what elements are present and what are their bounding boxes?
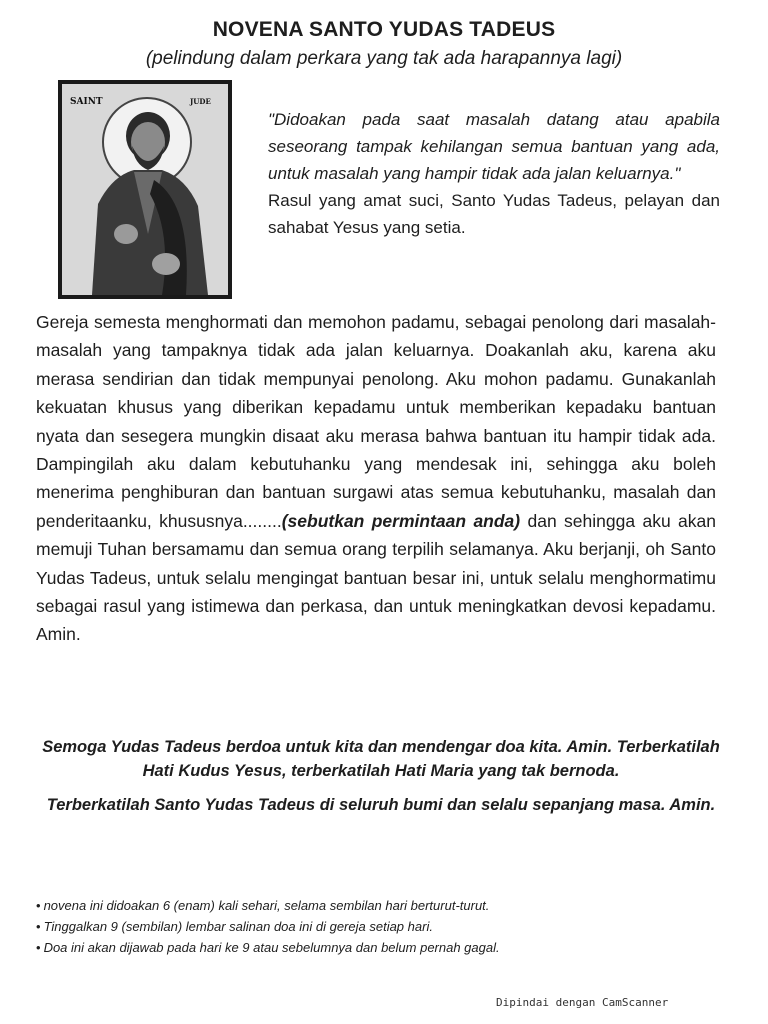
closing-line-2: Terberkatilah Santo Yudas Tadeus di seluruh bumi dan selalu sepanjang masa. Amin. (46, 796, 716, 814)
page-title: NOVENA SANTO YUDAS TADEUS (212, 18, 556, 41)
jude-label: JUDE (190, 97, 211, 106)
note-item: • Tinggalkan 9 (sembilan) lembar salinan doa ini di gereja setiap hari. (36, 919, 433, 934)
prayer-part-1: Gereja semesta menghormati dan memohon padamu, sebagai penolong dari masalah-masalah yang tampaknya tidak ada jalan keluarnya. Doakanlah aku, karena aku merasa sendirian dan tidak mempunyai penolong. Aku mohon padamu. Gunakanlah kekuatan khusus yang diberikan kepadamu untuk memberikan kepadaku bantuan nyata dan sesegera mungkin disaat aku merasa bahwa bantuan itu hampir tidak ada. Dampingilah aku dalam kebutuhanku yang mendesak ini, sehingga aku boleh menerima penghiburan dan bantuan surgawi atas semua kebutuhanku, masalah dan penderitaanku, khususnya........ (36, 312, 716, 531)
notes-list (36, 895, 696, 958)
bullet-icon: • (36, 940, 41, 955)
prayer-request: (sebutkan permintaan anda) (281, 510, 521, 531)
bullet-icon: • (36, 898, 41, 913)
scanner-watermark: Dipindai dengan CamScanner (496, 996, 669, 1009)
saint-jude-icon (58, 80, 232, 299)
saint-label: SAINT (70, 97, 103, 107)
prayer-body (36, 308, 716, 649)
bullet-icon: • (36, 919, 41, 934)
intro-quote: "Didoakan pada saat masalah datang atau apabila seseorang tampak kehilangan semua bantuan yang ada, untuk masalah yang hampir tidak ada jalan keluarnya." (268, 110, 720, 183)
intro-block (268, 106, 720, 241)
closing-line-1: Semoga Yudas Tadeus berdoa untuk kita dan mendengar doa kita. Amin. Terberkatilah Hati Kudus Yesus, terberkatilah Hati Maria yang tak bernoda. (42, 738, 720, 780)
note-item: • novena ini didoakan 6 (enam) kali sehari, selama sembilan hari berturut-turut. (36, 898, 490, 913)
intro-rasul: Rasul yang amat suci, Santo Yudas Tadeus, pelayan dan sahabat Yesus yang setia. (268, 191, 720, 237)
prayer-part-2: dan sehingga aku akan memuji Tuhan bersamamu dan semua orang terpilih selamanya. Aku berjanji, oh Santo Yudas Tadeus, untuk selalu mengingat bantuan besar ini, untuk selalu menghormatimu sebagai rasul yang istimewa dan perkasa, dan untuk meningkatkan devosi kepadamu. Amin. (36, 510, 716, 645)
closing-block (36, 735, 726, 827)
note-item: • Doa ini akan dijawab pada hari ke 9 atau sebelumnya dan belum pernah gagal. (36, 940, 500, 955)
page-subtitle: (pelindung dalam perkara yang tak ada harapannya lagi) (145, 48, 623, 69)
